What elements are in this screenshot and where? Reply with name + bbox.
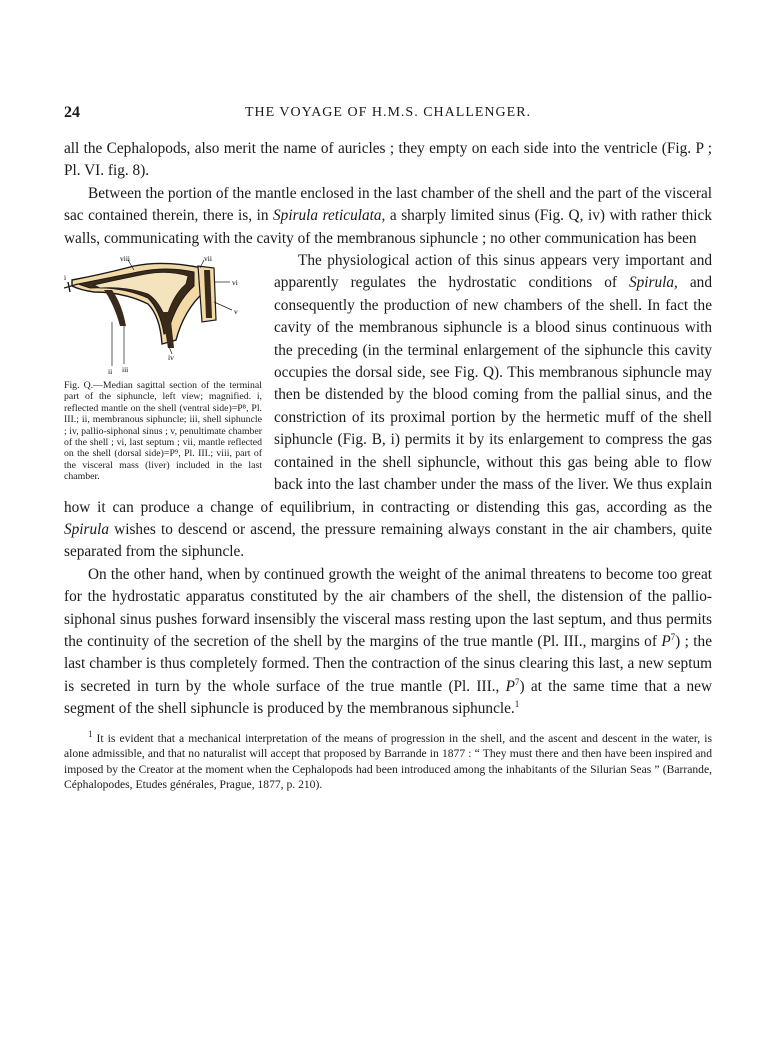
- figure-label: iii: [122, 365, 129, 375]
- paragraph-3: The physiological action of this sinus appears very important and apparently regulates the hydrostatic conditions of Spirula, and consequently the production of new chambers of the shell. In fact the cavity of the membranous siphuncle is a blood sinus continuous with the preceding (in the terminal enlargement of the siphuncle this cavity occupies the dorsal side, see Fig. Q). This membranous siphuncle may then be distended by the blood coming from the pallial sinus, and the constriction of its proximal portion by the hermetic muff of the shell siphuncle (Fig. B, i) permits it by its enlargement to compress the gas contained in the shell siphuncle, without this gas being able to flow back into the last chamber under the mass of the liver. We thus explain how it can produce a change of equilibrium, in contracting or distending this gas, according as the Spirula wishes to descend or ascend, the pressure remaining always constant in the air chambers, quite separated from the siphuncle.: [64, 252, 712, 561]
- figure-label: vii: [204, 254, 212, 264]
- genus-name: Spirula: [64, 520, 110, 538]
- species-name: Spirula reticulata,: [273, 207, 386, 225]
- body-text: [64, 138, 712, 793]
- footnote-marker: 1: [88, 728, 93, 739]
- figure-q: [64, 252, 262, 483]
- page: [64, 104, 712, 793]
- figure-label: vi: [232, 278, 238, 288]
- siphuncle-section-illustration: [64, 252, 262, 380]
- figure-caption: Fig. Q.—Median sagittal section of the terminal part of the siphuncle, left view; magnified. i, reflected mantle on the shell (ventral side)=P⁸, Pl. III.; ii, membranous siphuncle; iii, shell siphuncle ; iv, pallio-siphonal sinus ; v, penultimate chamber of the shell ; vi, last septum ; vii, mantle reflected on the shell (dorsal side)=P⁹, Pl. III.; viii, part of the visceral mass (liver) included in the last chamber.: [64, 380, 262, 483]
- paragraph-1: all the Cephalopods, also merit the name of auricles ; they empty on each side into the ventricle (Fig. P ; Pl. VI. fig. 8).: [64, 140, 712, 180]
- figure-label: ii: [108, 367, 113, 377]
- footnote-reference[interactable]: 1: [514, 699, 520, 710]
- figure-label: v: [234, 307, 238, 317]
- page-number: 24: [64, 104, 80, 121]
- paragraph-4: On the other hand, when by continued growth the weight of the animal threatens to become too great for the hydrostatic apparatus constituted by the air chambers of the shell, the distension of the pallio-siphonal sinus pushes forward insensibly the visceral mass resting upon the last septum, and thus permits the continuity of the secretion of the shell by the margins of the true mantle (Pl. III., margins of $P^7$) ; the last chamber is thus completely formed. Then the contraction of the sinus clearing this last, a new septum is secreted in turn by the whole surface of the true mantle (Pl. III., $P^7$) at the same time that a new segment of the shell siphuncle is produced by the membranous siphuncle.$^1$: [64, 565, 712, 718]
- figure-label: i: [64, 273, 67, 283]
- running-title: THE VOYAGE OF H.M.S. CHALLENGER.: [244, 105, 532, 120]
- figure-label: iv: [168, 353, 174, 363]
- paragraph-2: Between the portion of the mantle enclosed in the last chamber of the shell and the part of the visceral sac contained therein, there is, in Spirula reticulata, a sharply limited sinus (Fig. Q, iv) with rather thick walls, communicating with the cavity of the membranous siphuncle ; no other communication has been: [64, 184, 712, 247]
- footnote: $^1$ It is evident that a mechanical interpretation of the means of progression in the shell, and the ascent and descent in the water, is alone admissible, and that no naturalist will accept that proposed by Barrande in 1877 : “ They must there and then have been inspired and imposed by the Creator at the moment when the Cephalopods had been introduced among the inhabitants of the Silurian Seas ” (Barrande, Céphalopodes, Etudes générales, Prague, 1877, p. 210).: [64, 728, 712, 792]
- figure-label: viii: [120, 254, 131, 264]
- running-header: [64, 104, 712, 126]
- genus-name: Spirula,: [629, 274, 678, 292]
